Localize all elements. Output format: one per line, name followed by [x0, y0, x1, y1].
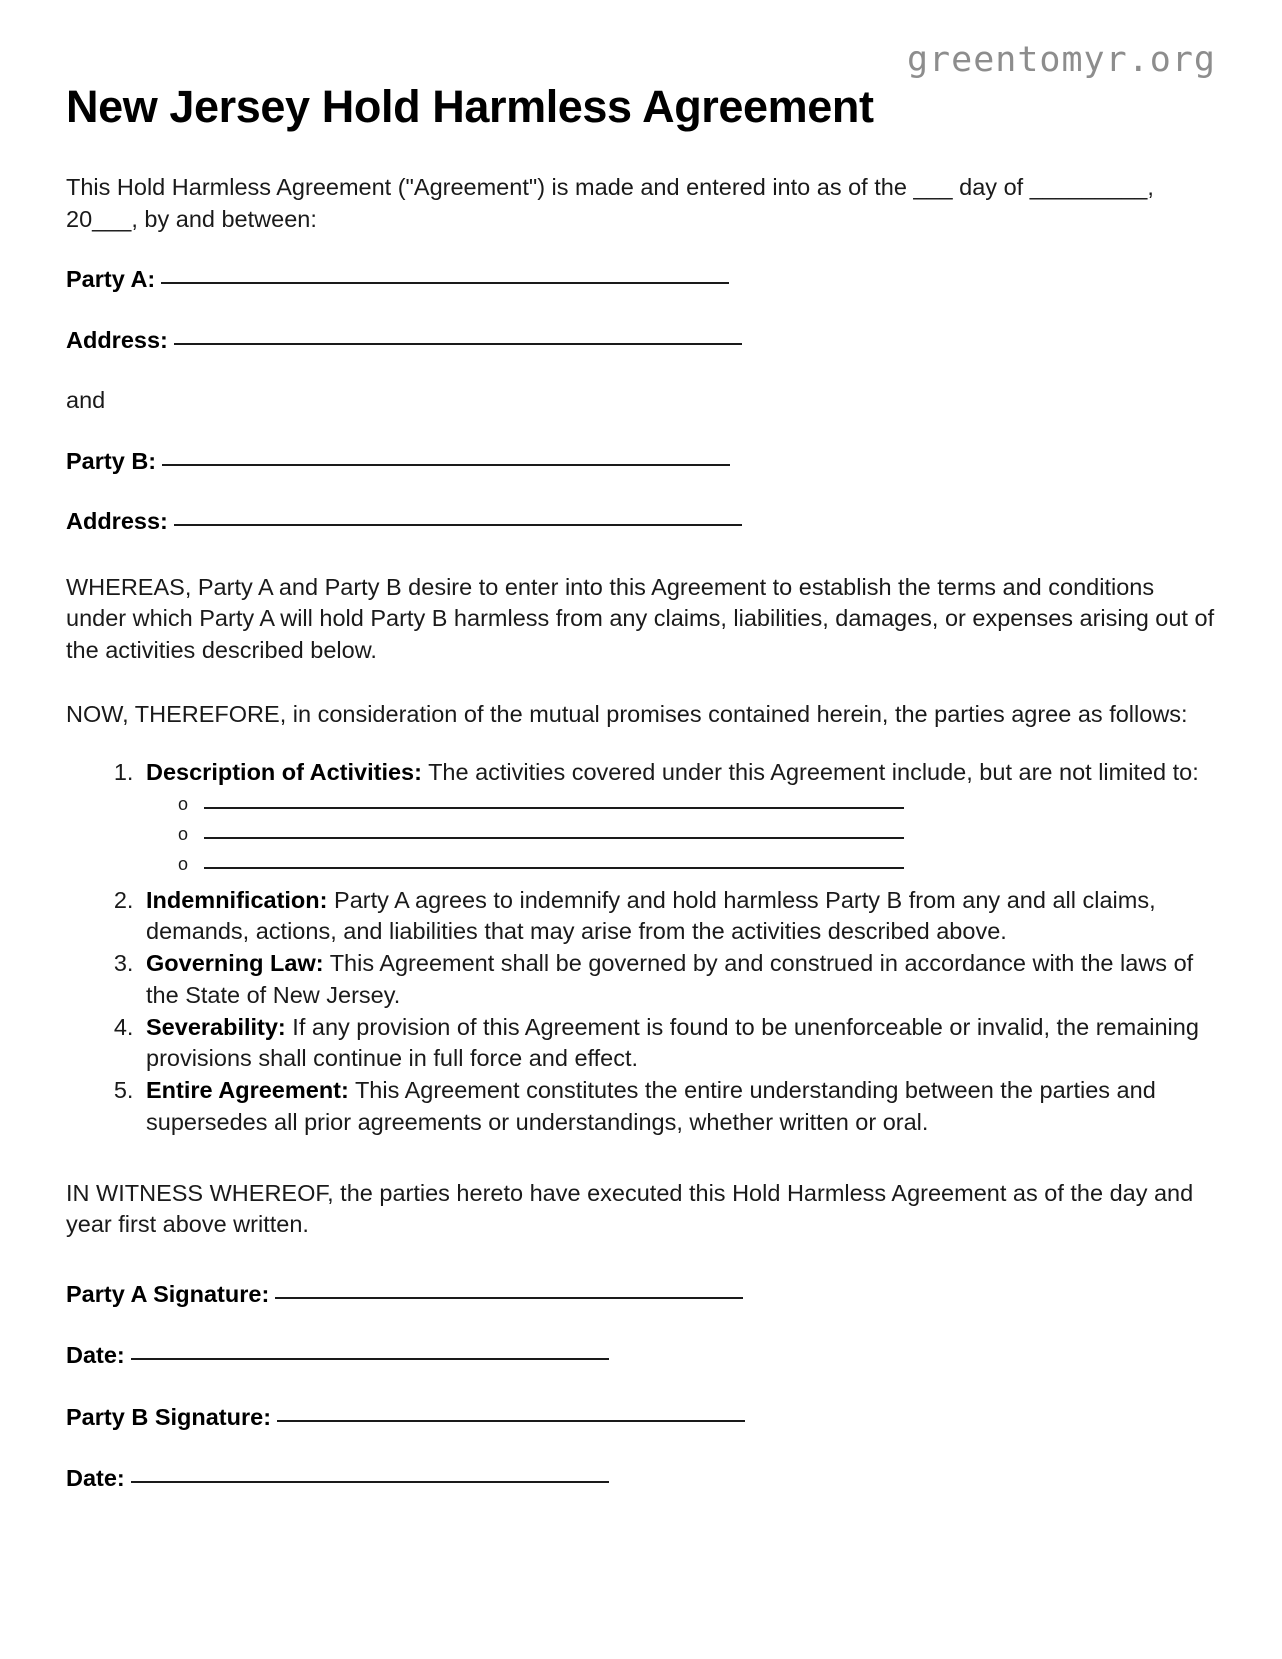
party-a-label: Party A:	[66, 266, 156, 293]
party-a-signature-field	[66, 1279, 1220, 1310]
clause-text: Party A agrees to indemnify and hold harmless Party B from any and all claims, demands, actions, and liabilities that may arise from the activities described above.	[146, 886, 1156, 945]
clause-text: The activities covered under this Agreement include, but are not limited to:	[428, 758, 1199, 785]
clause-item	[140, 757, 1220, 884]
clause-item	[140, 885, 1220, 948]
clause-text: This Agreement constitutes the entire understanding between the parties and supersedes all prior agreements or understandings, whether written or oral.	[146, 1077, 1156, 1135]
party-a-signature-label: Party A Signature:	[66, 1280, 270, 1307]
party-a-address-input-line[interactable]	[174, 343, 742, 345]
party-b-signature-label: Party B Signature:	[66, 1403, 272, 1430]
party-a-address-label: Address:	[66, 326, 168, 353]
party-a-input-line[interactable]	[161, 282, 729, 284]
clause-text: This Agreement shall be governed by and construed in accordance with the laws of the State of New Jersey.	[146, 950, 1194, 1008]
activity-blank-line-1[interactable]	[204, 807, 904, 809]
list-item	[204, 824, 1220, 854]
party-b-address-input-line[interactable]	[174, 524, 742, 526]
party-a-date-label: Date:	[66, 1342, 125, 1369]
whereas-paragraph: WHEREAS, Party A and Party B desire to enter into this Agreement to establish the terms and conditions under which Party A will hold Party B harmless from any claims, liabilities, damages, or expenses arising out of the activities described below.	[66, 573, 1215, 663]
activity-blank-list	[146, 794, 1220, 884]
clause-item	[140, 1075, 1220, 1138]
party-b-address-label: Address:	[66, 508, 168, 535]
clause-heading: Severability:	[146, 1013, 286, 1040]
now-therefore-paragraph: NOW, THEREFORE, in consideration of the mutual promises contained herein, the parties agree as follows:	[66, 701, 1188, 728]
clause-text: If any provision of this Agreement is found to be unenforceable or invalid, the remaining provisions shall continue in full force and effect.	[146, 1013, 1199, 1072]
conjunction-text: and	[66, 387, 106, 414]
party-a-address-field	[66, 325, 1220, 356]
clauses-list	[66, 757, 1220, 1138]
activity-blank-line-2[interactable]	[204, 837, 904, 839]
party-b-date-field	[66, 1463, 1220, 1494]
witness-paragraph: IN WITNESS WHEREOF, the parties hereto have executed this Hold Harmless Agreement as of the day and year first above written.	[66, 1179, 1194, 1238]
party-b-label: Party B:	[66, 447, 157, 474]
activity-blank-line-3[interactable]	[204, 867, 904, 869]
site-watermark: greentomyr.org	[906, 40, 1216, 80]
clause-item	[140, 948, 1220, 1011]
clause-item	[140, 1012, 1220, 1075]
party-b-address-field	[66, 506, 1220, 537]
list-item	[204, 794, 1220, 824]
party-a-signature-line[interactable]	[275, 1297, 743, 1299]
party-b-field	[66, 446, 1220, 477]
clause-heading: Description of Activities:	[146, 758, 422, 785]
party-b-input-line[interactable]	[162, 464, 730, 466]
page-title: New Jersey Hold Harmless Agreement	[66, 81, 874, 132]
signature-block	[66, 1279, 1220, 1495]
party-b-signature-line[interactable]	[277, 1420, 745, 1422]
party-b-date-label: Date:	[66, 1465, 125, 1492]
party-b-signature-field	[66, 1402, 1220, 1433]
intro-paragraph: This Hold Harmless Agreement ("Agreement") is made and entered into as of the ___ day of _________, 20___, by and between:	[66, 174, 1154, 232]
list-item	[204, 854, 1220, 884]
clause-heading: Governing Law:	[146, 950, 324, 977]
party-a-date-field	[66, 1340, 1220, 1371]
party-b-date-line[interactable]	[131, 1481, 609, 1483]
party-a-date-line[interactable]	[131, 1358, 609, 1360]
clause-heading: Indemnification:	[146, 886, 328, 913]
clause-heading: Entire Agreement:	[146, 1077, 349, 1104]
party-a-field	[66, 264, 1220, 295]
